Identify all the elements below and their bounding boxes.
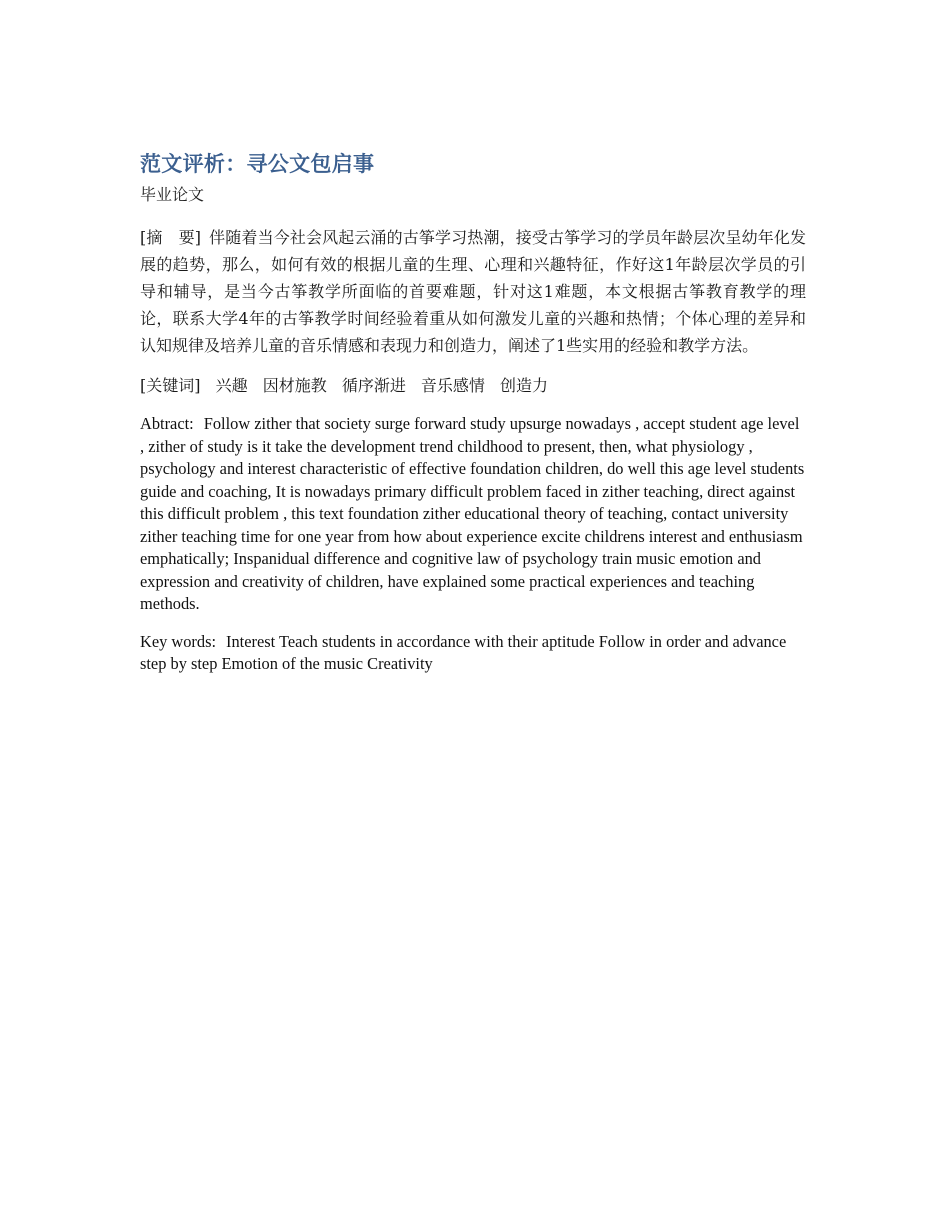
keywords-cn-label: [关键词] <box>140 376 201 395</box>
keywords-en <box>140 631 806 676</box>
keyword-cn-item: 因材施教 <box>262 376 327 395</box>
keyword-cn-item: 兴趣 <box>215 376 248 395</box>
keywords-en-label: Key words: <box>140 631 217 651</box>
document-subtitle: 毕业论文 <box>140 185 205 204</box>
keyword-cn-item: 循序渐进 <box>341 376 406 395</box>
keywords-cn <box>140 373 806 399</box>
keyword-cn-item: 音乐感情 <box>420 376 485 395</box>
abstract-en <box>140 413 806 616</box>
abstract-en-text: Follow zither that society surge forward study upsurge nowadays , accept student age level , zither of study is it take the development trend childhood to present, then, what physiology , psychology and interest characteristic of effective foundation children, do well this age level students guide and coaching, It is nowadays primary difficult problem faced in zither teaching, direct against this difficult problem , this text foundation zither educational theory of teaching, contact university zither teaching time for one year from how about experience excite childrens interest and enthusiasm emphatically; Inspanidual difference and cognitive law of psychology train music emotion and expression and creativity of children, have explained some practical experiences and teaching methods. <box>140 414 805 613</box>
abstract-cn-label: [摘 要] <box>140 228 202 247</box>
abstract-en-label: Abtract: <box>140 414 194 433</box>
keywords-en-text: Interest Teach students in accordance with their aptitude Follow in order and advance step by step Emotion of the music Creativity <box>140 631 787 673</box>
abstract-cn <box>140 224 806 359</box>
document-page <box>140 148 806 676</box>
keyword-cn-item: 创造力 <box>500 376 549 395</box>
abstract-cn-text: 伴随着当今社会风起云涌的古筝学习热潮，接受古筝学习的学员年龄层次呈幼年化发展的趋势，那么，如何有效的根据儿童的生理、心理和兴趣特征，作好这1年龄层次学员的引导和辅导，是当今古筝教学所面临的首要难题，针对这1难题，本文根据古筝教育教学的理论，联系大学4年的古筝教学时间经验着重从如何激发儿童的兴趣和热情；个体心理的差异和认知规律及培养儿童的音乐情感和表现力和创造力，阐述了1些实用的经验和教学方法。 <box>140 228 806 355</box>
document-title: 范文评析：寻公文包启事 <box>140 152 375 176</box>
